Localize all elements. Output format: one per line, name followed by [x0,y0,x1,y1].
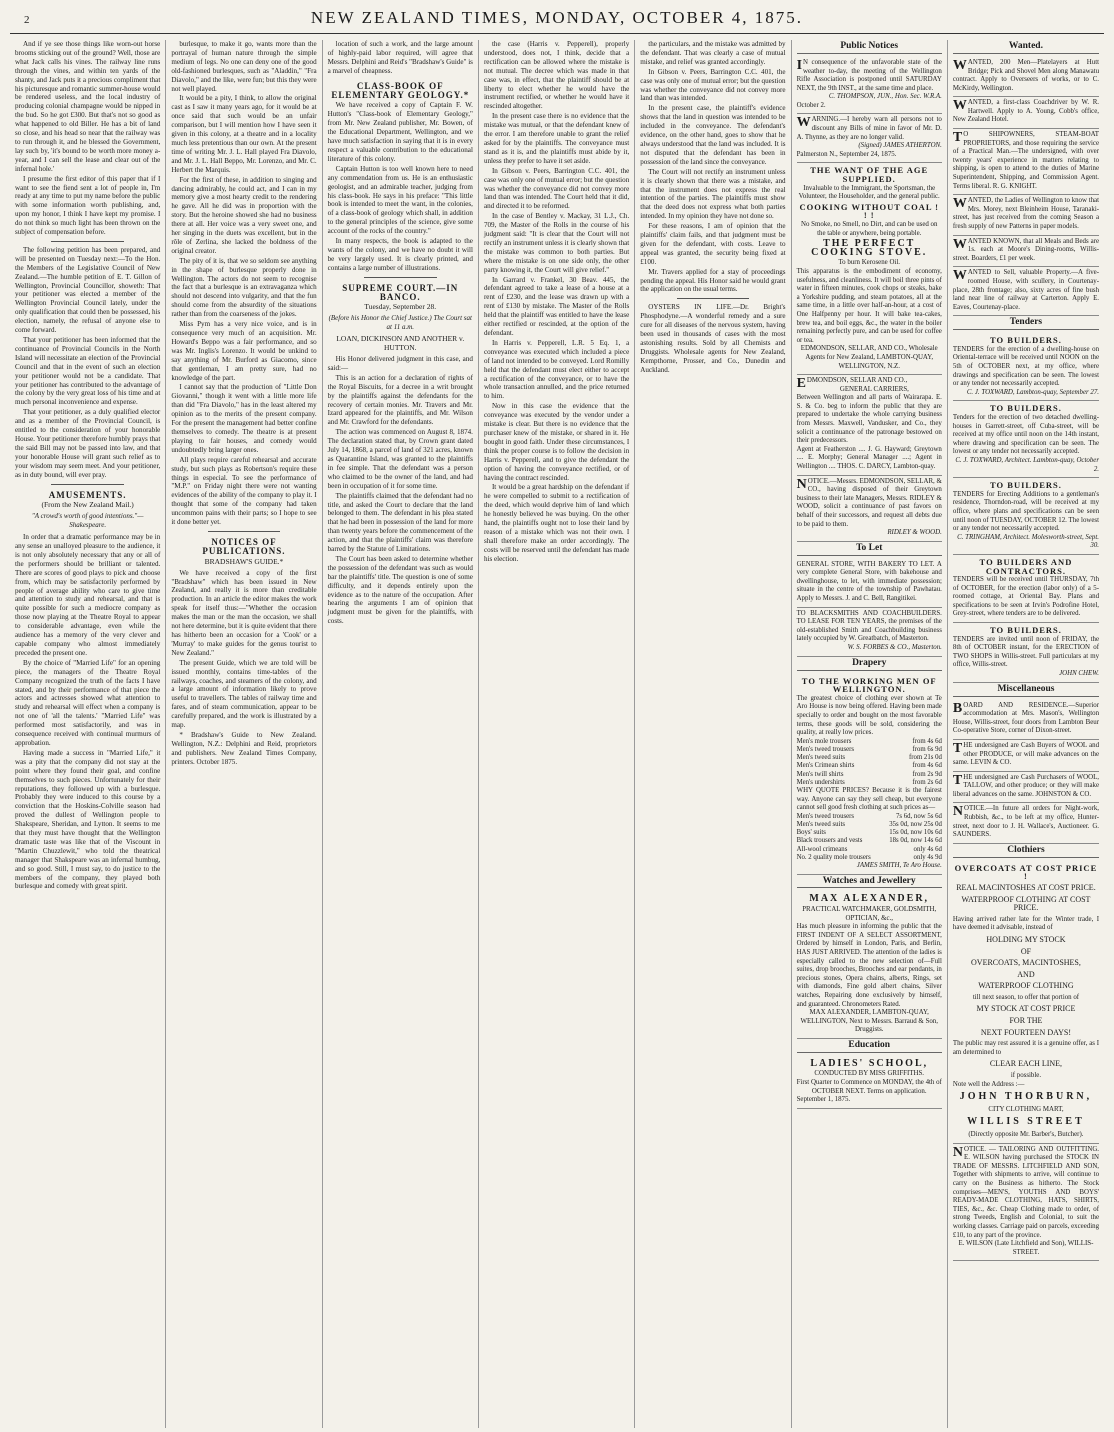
advert-edmondson [797,375,942,476]
stove-body: This apparatus is the embodiment of economy, usefulness, and cleanliness. It will boil three pints of water in fifteen minutes, cook chops or steaks, bake a Yorkshire pudding, and steam potatoes, all at the same time, in a little over half-an-hour, at a cost of One Halfpenny per hour. It will bake tea-cakes, brew tea, and boil eggs, &c., the water in the boiler remaining perfectly pure, and can be used for coffee or tea. [796,267,942,344]
watchmaker-subtitle: PRACTICAL WATCHMAKER, GOLDSMITH, OPTICIAN, &c., [802,906,937,922]
wanted-ad [953,236,1099,268]
edmondson-subtitle: GENERAL CARRIERS, [839,385,909,393]
drop-cap: W [952,57,967,73]
wanted-ad [953,97,1099,129]
drop-cap: T [952,130,963,146]
petition-paragraph: The following petition has been prepared, and will be presented on Tuesday next:—To the Hon. the Members of the Legislative Council of New Zealand.—The humble petition of E. T. Gillon of Wellington, Provincial Councillor, showeth: That your petitioner was elected a member of the Wellington Provincial Council lately, under the only qualification that could then be possessed, his election, namely, the refusal of anyone else to come forward. [15,245,161,335]
public-notices-heading: Public Notices [797,42,942,54]
divider [51,484,124,485]
article-paragraph: I presume the first editor of this paper that if I want to see the fiend sent a lot of people in, I'm ready at any time to put my name before the public with some information worth publishing, and, upon my honor, I think I have kept my promise. I do not think so much light has been thrown on the subject of compensation before. [15,174,161,237]
clothiers-heading: Clothiers [953,846,1099,858]
tailoring-text: OTICE. — TAILORING AND OUTFITTING. E. WILSON having purchased the STOCK IN TRADE OF MESSRS. LITCHFIELD AND SON, Together with shipments to arrive, will continue to carry on the Business as hitherto. The Stock comprises—MEN'S, YOUTHS AND BOYS' READY-MADE CLOTHING, HATS, SHIRTS, TIES, &c., &c. Cheap Clothing made to order, of strong Tweeds, English and Colonial, to suit the working classes. Carriage paid on parcels, exceeding £10, to any part of the province. [952,1145,1100,1239]
amusements-quote: "A crowd's worth of good intentions."—Shakespeare. [31,512,144,530]
price-row [797,779,942,787]
tender-heading: TO BUILDERS. [990,403,1062,414]
tender-ad [953,623,1099,683]
wanted-text: ANTED, the Ladies of Wellington to know that Mrs. Morey, next Bleinheim House, Taranaki-street, has just received from the coming Season a fresh supply of new Patterns in paper models. [952,197,1100,230]
notice-ridley-wood [797,476,942,542]
drop-cap: W [952,196,967,212]
clothier-text: if possible. [1010,1072,1042,1080]
tender-signature: C. J. TOXWARD, Lambton-quay, September 27. [966,388,1100,396]
to-let-heading: To Let [797,544,942,556]
price-item: Men's tweed trousers [796,812,855,820]
drop-cap: T [952,740,963,756]
court-paragraph: It would be a great hardship on the defendant if he were compelled to submit to a rectification of the deed, which would deprive him of land which he honestly believed he was buying. On the other hand, the plaintiffs ought not to lose their land by reason of a mistake which was not their own. I shall therefore make an order accordingly. The costs will be reserved until the defendant has made his election. [483,483,630,563]
stove-agents: EDMONDSON, SELLAR, AND CO., Wholesale Agents for New Zealand, LAMBTON-QUAY, WELLINGTON, N.Z. [800,345,938,370]
court-paragraph: For these reasons, I am of opinion that the plaintiffs' claim fails, and that judgment must be given for the defendant, with costs. Leave to appeal was granted, the security being fixed at £100. [640,222,786,266]
wanted-text: O SHIPOWNERS, STEAM-BOAT PROPRIETORS, and those requiring the service of a Practical Man.—The undersigned, with over twenty years' experience in matters relating to shipping, is open to attend to the duties of Marine Superintendent, Shipping, and Commission Agent. Terms liberal. R. G. KNIGHT. [952,131,1100,190]
drop-cap: N [796,476,807,492]
court-case-title: LOAN, DICKINSON AND ANOTHER v. HUTTON. [336,334,465,353]
clothier-line: CLEAR EACH LINE, [989,1059,1063,1069]
price-value: 7s 6d, now 5s 6d [895,812,942,820]
price-item: Black trousers and vests [796,837,863,845]
column-6 [792,40,948,1428]
misc-ad [953,740,1099,772]
price-value: only 4s 6d [913,845,942,853]
misc-text: OARD AND RESIDENCE.—Superior accommodation at Mrs. Mason's, Wellington House, Willis-street, four doors from Lambton Beur Co-operative Store, corner of Dixon-street. [952,701,1100,735]
tender-heading: TO BUILDERS. [990,480,1062,491]
petition-paragraph: That your petitioner, as a duly qualified elector and as a member of the Provincial Council, is entitled to the consideration of your honorable House. Your petitioner therefore humbly prays that the said Bill may not be passed into law, and that your honorable House will grant such relief as to your wisdom may seem meet. And your petitioner, as in duty bound, will ever pray. [15,408,161,479]
publications-paragraph: We have received a copy of the first "Bradshaw" which has been issued in New Zealand, and really it is more than creditable production. In an article the editor makes the work speak for itself thus:—"Whether the occasion makes the man or the man the occasion, we shall not here determine, but it is quite evident that there has hitherto been an occasion for a 'Cook' or a 'Murray' to make guides for the genus tourist to New Zealand." [171,568,317,657]
court-paragraph: the case (Harris v. Pepperell), properly understood, does not, I think, decide that a rectification can be allowed where the mistake is not mutual. The decree which was made in that case was, in effect, that the plaintiff should be at liberty to elect whether he would have the instrument rectified, or whether he would have it rescinded altogether. [483,40,630,111]
drapery-lead: TO THE WORKING MEN OF WELLINGTON. [801,675,937,695]
court-paragraph: In the present case there is no evidence that the mistake was mutual, or that the defendant knew of the error. I am therefore unable to grant the relief asked for by the plaintiffs. The conveyance must stand as it is, and the plaintiffs must abide by it, unless they prefer to have it set aside. [483,112,630,165]
notice-signature: C. THOMPSON, JUN., Hon. Sec. W.R.A. [828,93,942,101]
clothier-note: Note well the Address :— [952,1080,1025,1088]
price-value: from 2s 6d [912,778,942,786]
amusements-paragraph: Miss Pym has a very nice voice, and is in consequence very much of an acquisition. Mr. Howard's Beppo was a fair performance, and so was Mr. Inglis's Lorenzo. It would be unkind to say anything of Mr. Burford as Giacomo, since that gentleman, I am pretty sure, had no knowledge of the part. [171,320,317,382]
wanted-text: ANTED to Sell, valuable Property.—A five-roomed House, with scullery, in Courtenay-place, 28th frontage; also, sixty acres of fine bush land near line of railway at Carterton. Apply E. Eaves, Courtenay-place. [952,269,1100,311]
publications-paragraph: location of such a work, and the large amount of highly-paid labor required, will agree that Messrs. Delphini and Reid's "Bradshaw's Guide" is a marvel of cheapness. [327,40,473,75]
advert-max-alexander [797,891,942,1039]
price-item: No. 2 quality mole trousers [796,853,871,861]
drop-cap: W [952,236,967,252]
watchmaker-address: MAX ALEXANDER, LAMBTON-QUAY, WELLINGTON, Next to Messrs. Barraud & Son, Druggists. [800,1009,938,1034]
geology-paragraph: We have received a copy of Captain F. W. Hutton's "Class-book of Elementary Geology," from Mr. New Zealand publisher, Mr. Bowen, of the Educational Department, Wellington, and we have much satisfaction in saying that it is in every respect a valuable contribution to the educational literature of this colony. [327,101,473,163]
price-value: 35s 0d, now 25s 0d [889,820,942,828]
school-name: LADIES' SCHOOL, [810,1057,929,1069]
clothier-line: WATERPROOF CLOTHING [978,981,1074,991]
court-paragraph: Now in this case the evidence that the conveyance was executed by the vendor under a mistake is clear. But there is no evidence that the purchaser knew of the mistake, or shared in it. He bought in good faith. Under these circumstances, I think the proper course is to follow the decision in Harris v. Pepperell, and to give the defendant the option of having the conveyance rectified, or of having the contract rescinded. [483,402,630,482]
tender-text: TENDERS for the erection of a dwelling-house on Oriental-terrace will be received until NOON on the 5th of OCTOBER next, at my office, where drawings and specification can be seen. The lowest or any tender not necessarily accepted. [952,345,1100,388]
clothier-street: WILLIS STREET [967,1116,1085,1128]
notice-rifle-association [797,57,942,115]
notice-date: October 2. [796,101,826,109]
misc-text: HE undersigned are Cash Buyers of WOOL and other PRODUCE, or will make advances on the same. LEVIN & CO. [952,741,1100,767]
price-row [797,846,942,854]
publications-subheading: BRADSHAW'S GUIDE.* [204,556,284,566]
price-item: Men's tweed trousers [796,745,855,753]
misc-ad [953,700,1099,740]
wanted-heading: Wanted. [953,42,1099,54]
stove-intro: Invaluable to the Immigrant, the Sportsman, the Volunteer, the Householder, and the general public. [798,184,940,201]
price-row [797,829,942,837]
column-1 [10,40,166,1428]
newspaper-title: NEW ZEALAND TIMES, MONDAY, OCTOBER 4, 1875. [310,8,804,27]
price-value: from 2s 9d [912,770,942,778]
amusements-paragraph: By the choice of "Married Life" for an opening piece, the managers of the Theatre Royal Company recognized the truth of the facts I have stated, and by their performance of that piece the actors and actresses showed what attention to study and rehearsal will effect when a company is not one of 'all the talents.' "Married Life" was performed most satisfactorily, and was in consequence received with continual murmurs of approbation. [15,658,161,747]
stove-slogan: COOKING WITHOUT COAL ! ! ! [799,201,939,221]
tender-text: TENDERS will be received until THURSDAY, 7th of OCTOBER, for the erection (labor only) of a 5-roomed cottage, at Oriental Bay. Plans and specifications to be seen at Irvin's Podrofine Hotel, Grey-street, where tenders are to be delivered. [952,576,1100,618]
misc-text: HE undersigned are Cash Purchasers of WOOL, TALLOW, and other produce; or they will make liberal advances on the same. JOHNSTON & CO. [952,773,1100,798]
divider [364,277,437,278]
school-conductor: CONDUCTED BY MISS GRIFFITHS. [814,1070,925,1078]
why-quote-text: WHY QUOTE PRICES? Because it is the fairest way. Anyone can say they sell cheap, but everyone cannot sell good fresh clothing at such prices as— [796,786,942,812]
masthead [10,8,1104,34]
clothier-offer: REAL MACINTOSHES AT COST PRICE. [956,882,1096,892]
misc-ad [953,772,1099,804]
court-paragraph: In Harris v. Pepperell, L.R. 5 Eq. 1, a conveyance was executed which included a piece of land not intended to be conveyed. Lord Romilly held that the defendant must elect either to accept a rectification of the conveyance, or to have the whole transaction annulled, and the price returned to him. [483,338,630,401]
amusements-paragraph: burlesque, to make it go, wants more than the portrayal of human nature through the simple medium of legs. No one can deny one of the good old-fashioned burlesques, such as "Aladdin," "Fra Diavolo," and the like, were fun; but this they were not well played. [171,40,317,93]
price-item: Men's tweed suits [796,754,845,762]
price-item: Boys' suits [796,829,826,837]
drop-cap: I [796,57,803,73]
clothier-offer: OVERCOATS AT COST PRICE ! [954,862,1098,882]
advertisement-paragraph: OYSTERS IN LIFE.—Dr. Bright's Phosphodyne.—A wonderful remedy and a sure cure for all diseases of the nervous system, having been used in thousands of cases with the most astonishing results. Sold by all Chemists and Druggists. Wholesale agents for New Zealand, Kempthorne, Prosser, and Co., Dunedin and Auckland. [640,303,786,374]
tender-text: TENDERS for Erecting Additions to a gentleman's residence, Thorndon-road, will be received at my office, where plans and specifications can be seen until noon of TUESDAY, OCTOBER 12. The lowest or any tender not necessarily accepted. [952,490,1100,533]
clothier-line: AND [1017,969,1035,979]
columns [10,40,1104,1428]
court-subheading: (Before his Honor the Chief Justice.) The Court sat at 11 a.m. [328,314,472,332]
price-value: from 21s 0d [909,754,942,762]
stove-name: THE PERFECT COOKING STOVE. [811,238,928,258]
column-7 [948,40,1104,1428]
divider [51,241,124,242]
price-row [797,754,942,762]
tender-text: TENDERS are invited until noon of FRIDAY, the 8th of OCTOBER instant, for the ERECTION of TWO SHOPS in Willis-street. Full particulars at my office, Willis-street. [952,635,1100,669]
tender-ad [953,555,1099,623]
price-item: Men's undershirts [796,778,845,786]
price-row [797,837,942,845]
amusements-paragraph: The pity of it is, that we so seldom see anything in the shape of burlesque properly done in Wellington. The actors do not seem to recognise the fact that a burlesque is an extravaganza which should not descend into vulgarity, and that the fun should come from the absurdity of the situations rather than from the coarseness of the jokes. [171,256,317,319]
court-paragraph: the particulars, and the mistake was admitted by the defendant. That was clearly a case of mutual mistake, and relief was granted accordingly. [640,40,786,66]
amusements-paragraph: In order that a dramatic performance may be in any sense an unalloyed pleasure to the audience, it is not only absolutely necessary that any or all of the performers should be brilliant or talented. There are scores of good plays to pick and choose from, which may be satisfactorily performed by people of average ability who care to give time and attention to study and rehearsal, and that is quite possible for such a mediocre company as those now playing at the Theatre Royal to appear to considerable advantage, even while the audience has a memory of the very clever and capable company who almost immediately preceded the present one. [15,533,161,657]
price-row [797,813,942,821]
stove-subtitle: To burn Kerosene Oil. [838,259,900,267]
drapery-heading: Drapery [797,659,942,671]
amusements-source: (From the New Zealand Mail.) [41,500,134,510]
tenders-heading: Tenders [953,318,1099,330]
tender-text: Tenders for the erection of two detached dwelling-houses in Garrett-street, off Cuba-street, will be received at my office until noon on the 14th instant, where drawing and specification can be seen. The lowest or any tender not necessarily accepted. [952,414,1100,456]
wanted-ad [953,57,1099,97]
amusements-heading: AMUSEMENTS. [48,489,127,500]
advert-cooking-stove [797,163,942,375]
drapery-text: The greatest choice of clothing ever shown at Te Aro House is now being offered. Having been made specially to order and bought on the most favorable terms, these goods will be sold, considering the quality, at really low prices. [796,694,942,737]
drop-cap: B [952,700,963,716]
page-number: 2 [24,14,30,26]
wanted-ad [953,267,1099,316]
court-heading: SUPREME COURT.—IN BANCO. [342,282,459,302]
wanted-ad [953,129,1099,195]
notice-signature: RIDLEY & WOOD. [887,529,942,537]
clothier-line: NEXT FOURTEEN DAYS! [980,1027,1072,1037]
drop-cap: N [952,804,963,820]
wanted-text: ANTED, a first-class Coachdriver by W. R. Hartwell. Apply to A. Young, Cobb's office, New Zealand Hotel. [952,99,1100,124]
price-value: from 6s 9d [912,745,942,753]
column-3 [323,40,479,1428]
publications-paragraph: The present Guide, which we are told will be issued monthly, contains time-tables of the railways, coaches, and steamers of the colony, and a large amount of information likely to prove useful to travellers. The tables of railway time and fares, and of steam communication, appear to be carefully prepared, and the work is illustrated by a map. [171,658,317,730]
court-paragraph: In Garrard v. Frankel, 30 Beav. 445, the defendant agreed to take a lease of a house at a rent of £230, and the lease was drawn up with a rent of £130 by mistake. The Master of the Rolls held that the plaintiff was entitled to have the lease either rectified or rescinded, at the option of the defendant. [483,275,630,337]
advert-general-store [797,559,942,608]
wanted-text: ANTED, 200 Men—Platelayers at Hutt Bridge; Pick and Shovel Men along Manawatu contract. Apply to Overseers of works, or to C. McKirdy, Wellington. [952,58,1100,92]
amusements-paragraph: I cannot say that the production of "Little Don Giovanni," though it went with a little more life than did "Fra Diavolo," has in the least altered my opinion as to the merits of the present company. For the present the management had better confine themselves to comedy. The theatre is at present playing to fair houses, and comedy would undoubtedly bring larger ones. [171,383,317,454]
tender-signature: C. TRINGHAM, Architect. Molesworth-street, Sept. 30. [957,533,1100,550]
notice-signature: (Signed) JAMES ATHERTON. [858,142,942,150]
price-item: Men's mole trousers [796,737,852,745]
clothier-line: MY STOCK AT COST PRICE [976,1004,1076,1014]
drop-cap: T [952,772,963,788]
drop-cap: E [796,376,806,392]
notice-text: ARNING.—I hereby warn all persons not to discount any Bills of mine in favor of Mr. D. A. Thynne, as they are no longer valid. [796,116,942,141]
price-row [797,854,942,862]
court-paragraph: In Gibson v. Peers, Barrington C.C. 401, the case was only one of mutual error; but the question was whether the conveyance did not convey more land than was intended. The Court held that it did, and directed it to be reformed. [483,166,630,211]
tender-heading: TO BUILDERS. [990,335,1062,346]
clothier-text: till next season, to offer that portion of [972,993,1080,1001]
school-text: First Quarter to Commence on MONDAY, the 4th of OCTOBER NEXT. Terms on application. [796,1079,942,1095]
geology-heading: CLASS-BOOK OF ELEMENTARY GEOLOGY.* [331,80,470,100]
court-date: Tuesday, September 28. [364,302,437,312]
school-date: September 1, 1875. [796,1096,851,1104]
column-5 [635,40,791,1428]
court-paragraph: In the case of Bentley v. Mackay, 31 L.J., Ch. 709, the Master of the Rolls in the course of his judgment said: "It is clear that the Court will not rectify an instrument unless it is clearly shown that the mistake was common to both parties. But where the mistake is on one side only, the other party knowing it, the Court will give relief." [483,212,630,274]
drop-cap: W [952,98,967,114]
drapery-signature: JAMES SMITH, Te Aro House. [856,861,942,869]
tender-ad [953,333,1099,401]
edmondson-agents: Agent at Featherston .... J. G. Hayward; Greytown .... E. Morphy; General Manager ....; Agent in Wellington .... THOS. C. DARCY, Lambton-quay. [796,445,942,471]
advert-wilson-tailoring [953,1144,1099,1262]
advert-te-aro-house [797,674,942,875]
tender-ad [953,401,1099,478]
clothier-line: FOR THE [1009,1016,1043,1026]
tender-heading: TO BUILDERS AND CONTRACTORS. [979,556,1073,576]
notice-text: N consequence of the unfavorable state of the weather to-day, the meeting of the Wellington Rifle Association is postponed until SATURDAY NEXT, the 9th INST., at the same time and place. [796,58,942,92]
advert-thorburn [953,861,1099,1144]
clothier-name: JOHN THORBURN, [959,1091,1093,1103]
amusements-paragraph: For the first of these, in addition to singing and dancing admirably, he could act, and I can in my memory give a most hearty credit to the rendering he gave. All he did was in proportion with the story. But the heroine showed she had no business there at all. Her voice was a very sweet one, and her singing in the duets was excellent, but in the rôle of Zerlina, she lacked the boldness of the original creator. [171,175,317,255]
price-item: Men's Crimean shirts [796,762,855,770]
court-paragraph: The plaintiffs claimed that the defendant had no title, and asked the Court to declare that the land belonged to them. The defendant in his plea stated that he had been in possession of the land for more than twenty years before the commencement of the action, and that the plaintiffs' claim was therefore barred by the Statute of Limitations. [327,491,473,554]
watchmaker-text: Has much pleasure in informing the public that the FIRST INDENT OF A SELECT ASSORTMENT, Ordered by himself in London, Paris, and Berlin, HAS JUST ARRIVED. The attention of the ladies is especially called to the new selection of—Full suites, drop brooches, Brooches and ear pendants, in precious stones, Opera chains, alberts, Rings, set with diamonds, Fine gold albert chains, Silver watches, Repairing done exclusively by himself, and guaranteed. Chronometers Rated. [796,923,942,1008]
price-item: All-wool crimeans [796,845,848,853]
wanted-ad [953,195,1099,235]
notice-text: OTICE.—Messrs. EDMONDSON, SELLAR, & CO., having disposed of their Greytown business to their late Managers, Messrs. RIDLEY & WOOD, solicit a continuance of past favors on behalf of their successors, and request all debts due to be paid to them. [796,477,942,528]
advert-blacksmiths [797,608,942,657]
drop-cap: W [796,115,811,131]
tender-heading: TO BUILDERS. [990,625,1062,636]
price-value: 18s 0d, now 14s 6d [889,837,942,845]
price-item: Men's twill shirts [796,770,844,778]
clothier-line: OF [1020,946,1032,956]
tender-ad [953,478,1099,555]
miscellaneous-heading: Miscellaneous [953,685,1099,697]
blacksmith-signature: W. S. FORBES & CO., Masterton. [847,644,942,652]
column-2 [166,40,322,1428]
divider [677,298,750,299]
notice-warning [797,114,942,163]
advert-ladies-school [797,1056,942,1109]
clothier-directions: (Directly opposite Mr. Barber's, Butcher). [968,1131,1084,1138]
wanted-text: ANTED KNOWN, that all Meals and Beds are 1s. each at Moore's Dining-rooms, Willis-street. Boarders, £1 per week. [952,237,1100,262]
petition-paragraph: That your petitioner has been informed that the continuance of Provincial Councils in the North Island will necessitate an election of the Provincial Council and that in the event of such an election your petitioner would not be a candidate. That your petitioner has contributed to the advantage of the colony by the very great loss of his time and at much personal inconvenience and expense. [15,336,161,407]
price-row [797,771,942,779]
stove-heading: THE WANT OF THE AGE SUPPLIED. [810,165,929,185]
price-row [797,738,942,746]
clothier-line: OVERCOATS, MACINTOSHES, [971,958,1081,968]
amusements-paragraph: All plays require careful rehearsal and accurate study, but such plays as Robertson's require these things in especial. To see the performance of "M.P." on Friday night there were not wanting evidences of the ability of the company to play it. I thought that some of the company had taken uncommon pains with their parts; so I hope to see it done better yet. [171,455,317,527]
column-4 [479,40,635,1428]
court-paragraph: The Court will not rectify an instrument unless it is clearly shown that there was a mistake, and that the instrument does not express the real intention of the parties. The plaintiffs must show that the deed does not express what both parties intended. In my opinion they have not done so. [640,167,786,221]
price-value: from 4s 6d [912,762,942,770]
court-paragraph: This is an action for a declaration of rights of the Royal Biscuits, for a decree in a writ brought by the plaintiffs against the defendants for the recovery of certain monies. Mr. Travers and Mr. Izard appeared for the plaintiffs, and Mr. Wilson and Mr. Crawford for the defendants. [327,373,473,427]
article-paragraph: And if ye see those things like worn-out horse brooms sticking out of the ground? Well, those are what Jack calls his vines. The railway line runs through the vines, and within ten yards of the shanty, and Jack puts it a precious compliment that his picturesque and romantic summer-house would be rendered useless, and the local industry of producing colonial champagne would be nipped in the bud. So he got £300. But that's not so good as what happened to old Biller. He has a bit of land so close, and his head so near that the railway was to run through it, and he blessed the Government, lay such by, 'it's bound to be worth more money a-year, and I can sell the lease and clear out of the infernal hole.' [15,40,161,173]
publications-heading: NOTICES OF PUBLICATIONS. [202,536,286,556]
divider [208,531,281,532]
clothier-mart: CITY CLOTHING MART, [988,1105,1064,1113]
amusements-paragraph: Having made a success in "Married Life," it was a pity that the company did not stay at the point where they found their goal, and confine themselves to such pieces. Unfortunately for their reputations, they followed up with a burlesque. Probably they were induced to this course by a conviction that the Hoskins-Colville season had proved the dullest of Wellington people to Shakspeare, Sheridan, and Lytton. It seems to me that they must have thought that the Wellington dramatic taste was like that of the Viscount in "Martin Chuzzlewit," who told the theatrical manager that Shakspeare was an infernal humbug, and so good. Still, I must say, to do justice to the members of the company, they played both burlesque and comedy with great spirit. [15,748,161,891]
court-paragraph: His Honor delivered judgment in this case, and said:— [327,355,473,372]
geology-paragraph: In many respects, the book is adapted to the wants of the colony, and we have no doubt it will be very largely used. It is clearly printed, and contains a large number of illustrations. [327,237,473,272]
price-row [797,762,942,770]
watchmaker-name: MAX ALEXANDER, [809,893,930,905]
geology-paragraph: Captain Hutton is too well known here to need any commendation from us. He is an enthusiastic geologist, and an admirable teacher, judging from his class-book. He says in his preface: "This little book is intended to meet the want, in the colonies, of a class-book of geology which shall, in addition to the general principles of the science, give some account of the rocks of the country." [327,164,473,236]
clothier-text: The public may rest assured it is a genuine offer, as I am determined to [952,1040,1100,1056]
price-value: only 4s 9d [913,853,942,861]
amusements-paragraph: It would be a pity, I think, to allow the original cast as I saw it many years ago, for it would be at once said that such would be an unfair comparison, but I will mention how I have seen it given in this colony, at a theatre and in a locality much less pretentious than our own. At the present time of writing Mr. J. L. Hall played Fra Diavolo, and Mr. J. L. Hall Beppo, Mr. Lorenzo, and Mr. C. Herbert the Marquis. [171,94,317,174]
misc-text: OTICE.—In future all orders for Night-work, Rubbish, &c., to be left at my office, Hunter-street, next door to J. H. Wallace's, Auctioneer. G. SAUNDERS. [952,805,1100,839]
edmondson-text: Between Wellington and all parts of Wairarapa. E. S. & Co. beg to inform the public that they are prepared to undertake the whole carrying business from Messrs. Maxwell, Vandusker, and Co., they solicit a continuance of the patronage bestowed on their predecessors. [796,394,942,445]
court-paragraph: In Gibson v. Peers, Barrington C.C. 401, the case was only one of mutual error; but the question was whether the conveyance did not convey more land than was intended. [640,67,786,103]
court-paragraph: The action was commenced on August 8, 1874. The declaration stated that, by Crown grant dated July 14, 1868, a parcel of land of 321 acres, known as Quarantine Island, was granted to the plaintiffs in fee simple. That the defendant was a person who claimed to be the owner of the land, and had been in occupation of it for some time. [327,428,473,490]
price-row [797,746,942,754]
drop-cap: N [952,1144,963,1160]
court-paragraph: Mr. Travers applied for a stay of proceedings pending the appeal. His Honor said he would grant the application on the usual terms. [640,267,786,294]
price-item: Men's tweed suits [796,820,845,828]
tender-signature: C. J. TOXWARD, Architect. Lambton-quay, October 2. [955,456,1100,473]
price-row [797,821,942,829]
price-value: from 4s 6d [912,737,942,745]
notice-date: Palmerston N., September 24, 1875. [796,150,897,158]
publications-footnote: * Bradshaw's Guide to New Zealand. Wellington, N.Z.: Delphini and Reid, proprietors and publishers. New Zealand Times Company, printers. October 1875. [171,730,317,766]
edmondson-name: DMONDSON, SELLAR AND CO., [806,377,908,385]
tender-signature: JOHN CHEW. [1059,670,1100,678]
clothier-line: HOLDING MY STOCK [986,934,1066,944]
clothier-offer: WATERPROOF CLOTHING AT COST PRICE. [961,894,1091,913]
court-paragraph: The Court has been asked to determine whether the possession of the defendant was such as would bar the plaintiffs' title. The question is one of some difficulty, and it depends entirely upon the evidence as to the nature of the occupation. After hearing the arguments I am of opinion that judgment must be given for the plaintiffs, with costs. [327,554,473,626]
court-paragraph: In the present case, the plaintiff's evidence shows that the land in question was intended to be included in the conveyance. The defendant's evidence, on the other hand, goes to show that he always understood that the land was included. It is not disputed that the defendant has been in possession of the land since the conveyance. [640,104,786,166]
misc-ad [953,803,1099,843]
tailoring-signature: E. WILSON (Late Litchfield and Son), WILLIS-STREET. [958,1240,1094,1256]
to-let-text: GENERAL STORE, WITH BAKERY TO LET. A very complete General Store, with bakehouse and dwellinghouse, to let, with immediate possession; situate in the centre of the township of Pawhatau. Apply to Messrs. J. and C. Bell, Rangitikei. [796,560,942,603]
stove-slogan-sub: No Smoke, no Smell, no Dirt, and can be used on the table or anywhere, being portable. [800,221,938,237]
blacksmith-text: TO BLACKSMITHS AND COACHBUILDERS. TO LEASE FOR TEN YEARS, the premises of the old-established Smith and Coachbuilding business lately occupied by W. Greatbatch, of Masterton. [796,609,942,643]
drop-cap: W [952,268,967,284]
education-heading: Education [797,1041,942,1053]
price-value: 15s 0d, now 10s 6d [889,829,942,837]
clothier-text: Having arrived rather late for the Winter trade, I have deemed it advisable, instead of [952,915,1100,932]
watches-heading: Watches and Jewellery [797,877,942,889]
